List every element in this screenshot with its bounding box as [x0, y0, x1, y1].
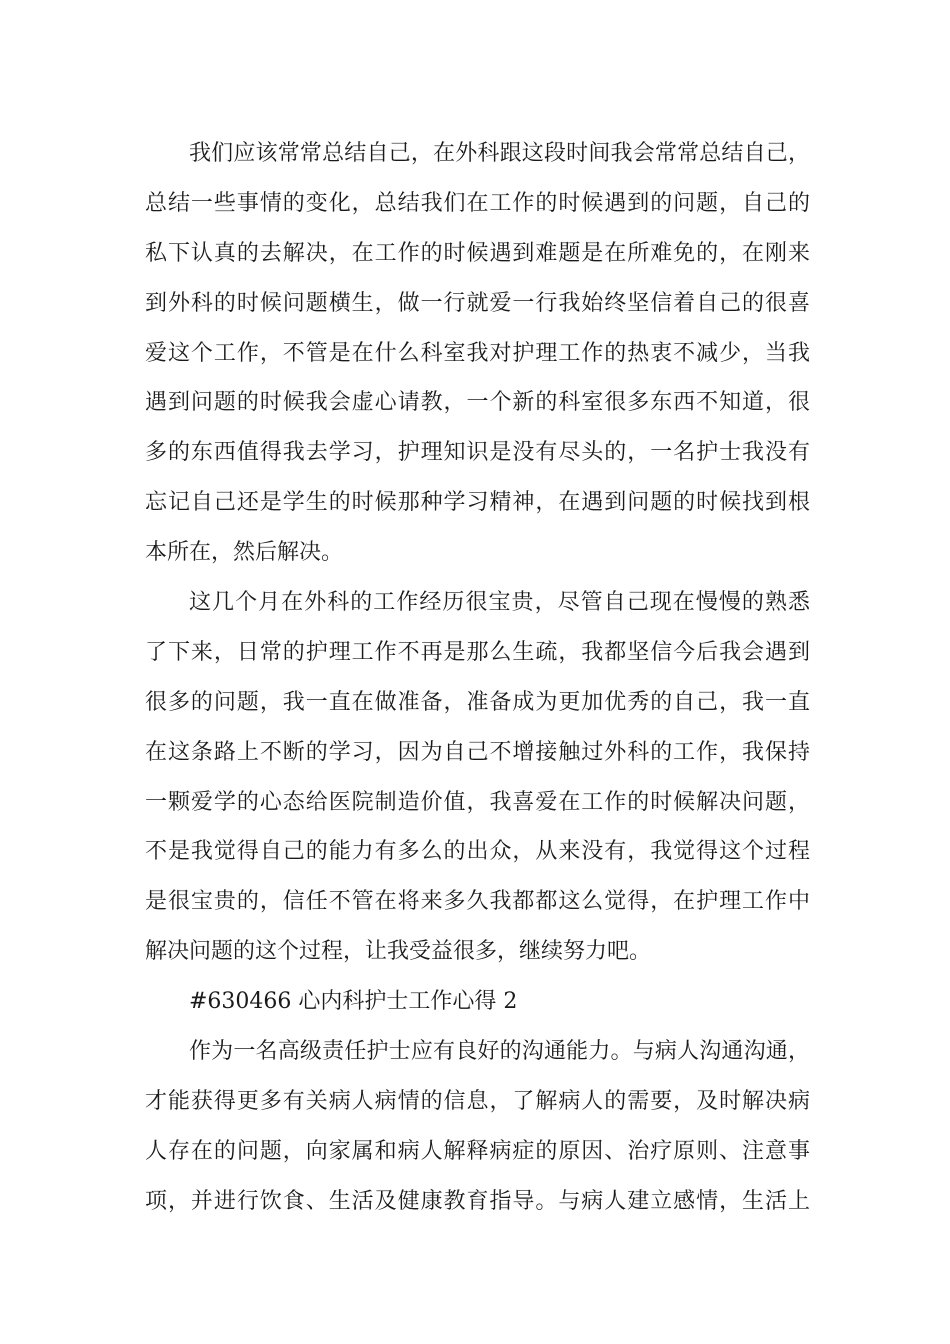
paragraph-3-line-2: 才能获得更多有关病人病情的信息，了解病人的需要，及时解决病	[145, 1088, 810, 1114]
paragraph-2-line-3: 很多的问题，我一直在做准备，准备成为更加优秀的自己，我一直	[145, 689, 810, 715]
paragraph-1-line-1: 我们应该常常总结自己，在外科跟这段时间我会常常总结自己，	[189, 141, 810, 166]
paragraph-1-line-5: 爱这个工作，不管是在什么科室我对护理工作的热衷不减少，当我	[145, 340, 810, 366]
document-body	[145, 129, 810, 1227]
paragraph-1-line-6: 遇到问题的时候我会虚心请教，一个新的科室很多东西不知道，很	[145, 390, 810, 416]
paragraph-2-line-8: 解决问题的这个过程，让我受益很多，继续努力吧。	[145, 939, 652, 965]
paragraph-1-line-7: 多的东西值得我去学习，护理知识是没有尽头的，一名护士我没有	[145, 440, 810, 466]
paragraph-2-line-6: 不是我觉得自己的能力有多么的出众，从来没有，我觉得这个过程	[145, 839, 810, 865]
paragraph-1-line-8: 忘记自己还是学生的时候那种学习精神，在遇到问题的时候找到根	[145, 490, 810, 516]
paragraph-1-line-9: 本所在，然后解决。	[145, 540, 344, 566]
paragraph-2-line-5: 一颗爱学的心态给医院制造价值，我喜爱在工作的时候解决问题，	[145, 789, 810, 815]
paragraph-2-line-7: 是很宝贵的，信任不管在将来多久我都都这么觉得，在护理工作中	[145, 889, 810, 915]
paragraph-2-line-2: 了下来，日常的护理工作不再是那么生疏，我都坚信今后我会遇到	[145, 639, 810, 665]
paragraph-1-line-3: 私下认真的去解决，在工作的时候遇到难题是在所难免的，在刚来	[145, 240, 810, 266]
paragraph-1-line-4: 到外科的时候问题横生，做一行就爱一行我始终坚信着自己的很喜	[145, 290, 810, 316]
paragraph-1-line-2: 总结一些事情的变化，总结我们在工作的时候遇到的问题，自己的	[145, 190, 810, 216]
paragraph-2-line-4: 在这条路上不断的学习，因为自己不增接触过外科的工作，我保持	[145, 739, 810, 765]
paragraph-3-line-3: 人存在的问题，向家属和病人解释病症的原因、治疗原则、注意事	[145, 1138, 810, 1164]
paragraph-2-line-1: 这几个月在外科的工作经历很宝贵，尽管自己现在慢慢的熟悉	[189, 590, 810, 616]
paragraph-3-line-4: 项，并进行饮食、生活及健康教育指导。与病人建立感情，生活上	[145, 1188, 810, 1214]
paragraph-3-line-1: 作为一名高级责任护士应有良好的沟通能力。与病人沟通沟通，	[189, 1039, 810, 1065]
section-heading: #630466 心内科护士工作心得 2	[189, 989, 518, 1015]
